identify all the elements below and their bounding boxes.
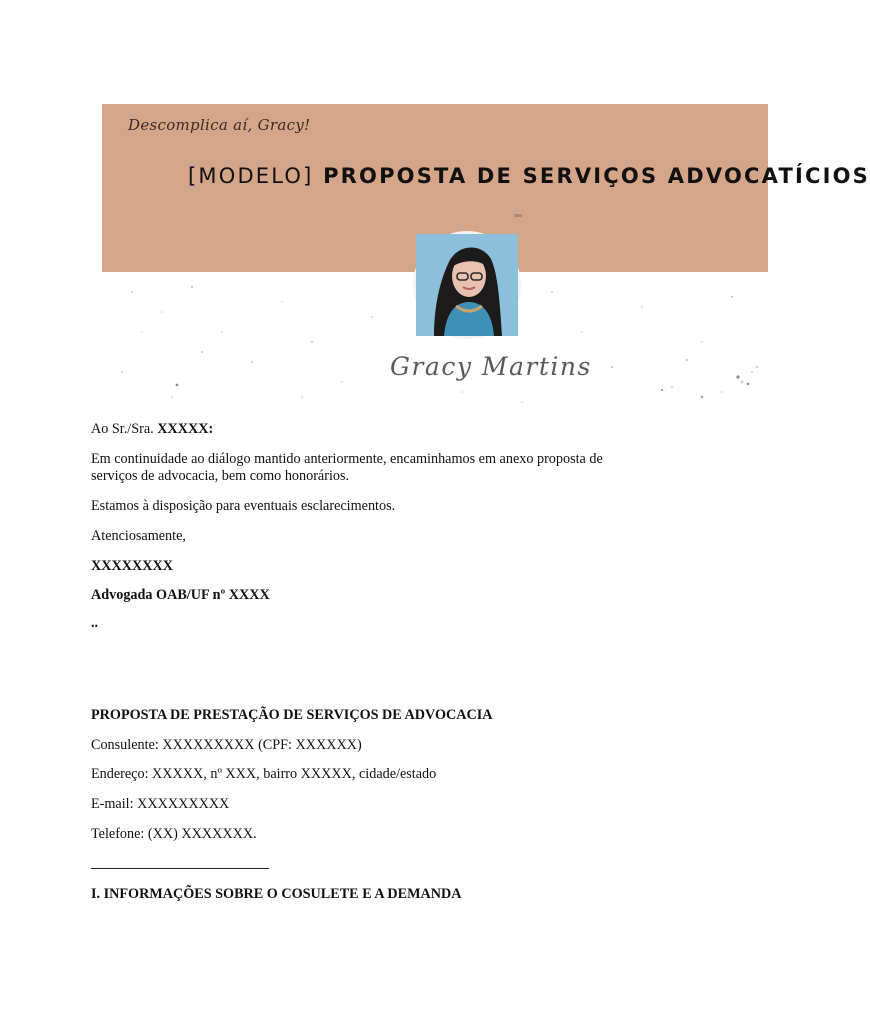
closing: Atenciosamente,	[91, 528, 186, 544]
title-main: PROPOSTA DE SERVIÇOS ADVOCATÍCIOS	[313, 164, 870, 188]
proposal-heading: PROPOSTA DE PRESTAÇÃO DE SERVIÇOS DE ADVOCACIA	[91, 707, 493, 723]
address-line: Endereço: XXXXX, nº XXX, bairro XXXXX, cidade/estado	[91, 766, 437, 782]
signature: Gracy Martins	[390, 352, 592, 381]
salutation-name: XXXXX:	[157, 421, 214, 437]
banner-dot	[514, 214, 522, 217]
paragraph-line: Em continuidade ao diálogo mantido anteriormente, encaminhamos em anexo proposta de	[91, 451, 603, 467]
salutation	[91, 421, 691, 438]
avatar	[413, 231, 521, 339]
letter-paragraph-1	[91, 451, 691, 485]
phone-line: Telefone: (XX) XXXXXXX.	[91, 826, 257, 842]
title-bracket: [MODELO]	[188, 164, 314, 188]
paragraph-line: serviços de advocacia, bem como honorários.	[91, 468, 350, 484]
ellipsis: ..	[91, 615, 99, 631]
document-title	[188, 164, 870, 188]
person-portrait-icon	[416, 234, 518, 336]
section-heading: I. INFORMAÇÕES SOBRE O COSULETE E A DEMANDA	[91, 886, 462, 902]
consulente-line: Consulente: XXXXXXXXX (CPF: XXXXXX)	[91, 737, 362, 753]
banner-tagline: Descomplica aí, Gracy!	[128, 116, 311, 134]
divider	[91, 868, 269, 869]
letter-paragraph-2: Estamos à disposição para eventuais esclarecimentos.	[91, 498, 396, 514]
signer-title: Advogada OAB/UF nº XXXX	[91, 587, 270, 603]
email-line: E-mail: XXXXXXXXX	[91, 796, 230, 812]
salutation-prefix: Ao Sr./Sra.	[91, 421, 158, 437]
signer-name: XXXXXXXX	[91, 558, 173, 574]
